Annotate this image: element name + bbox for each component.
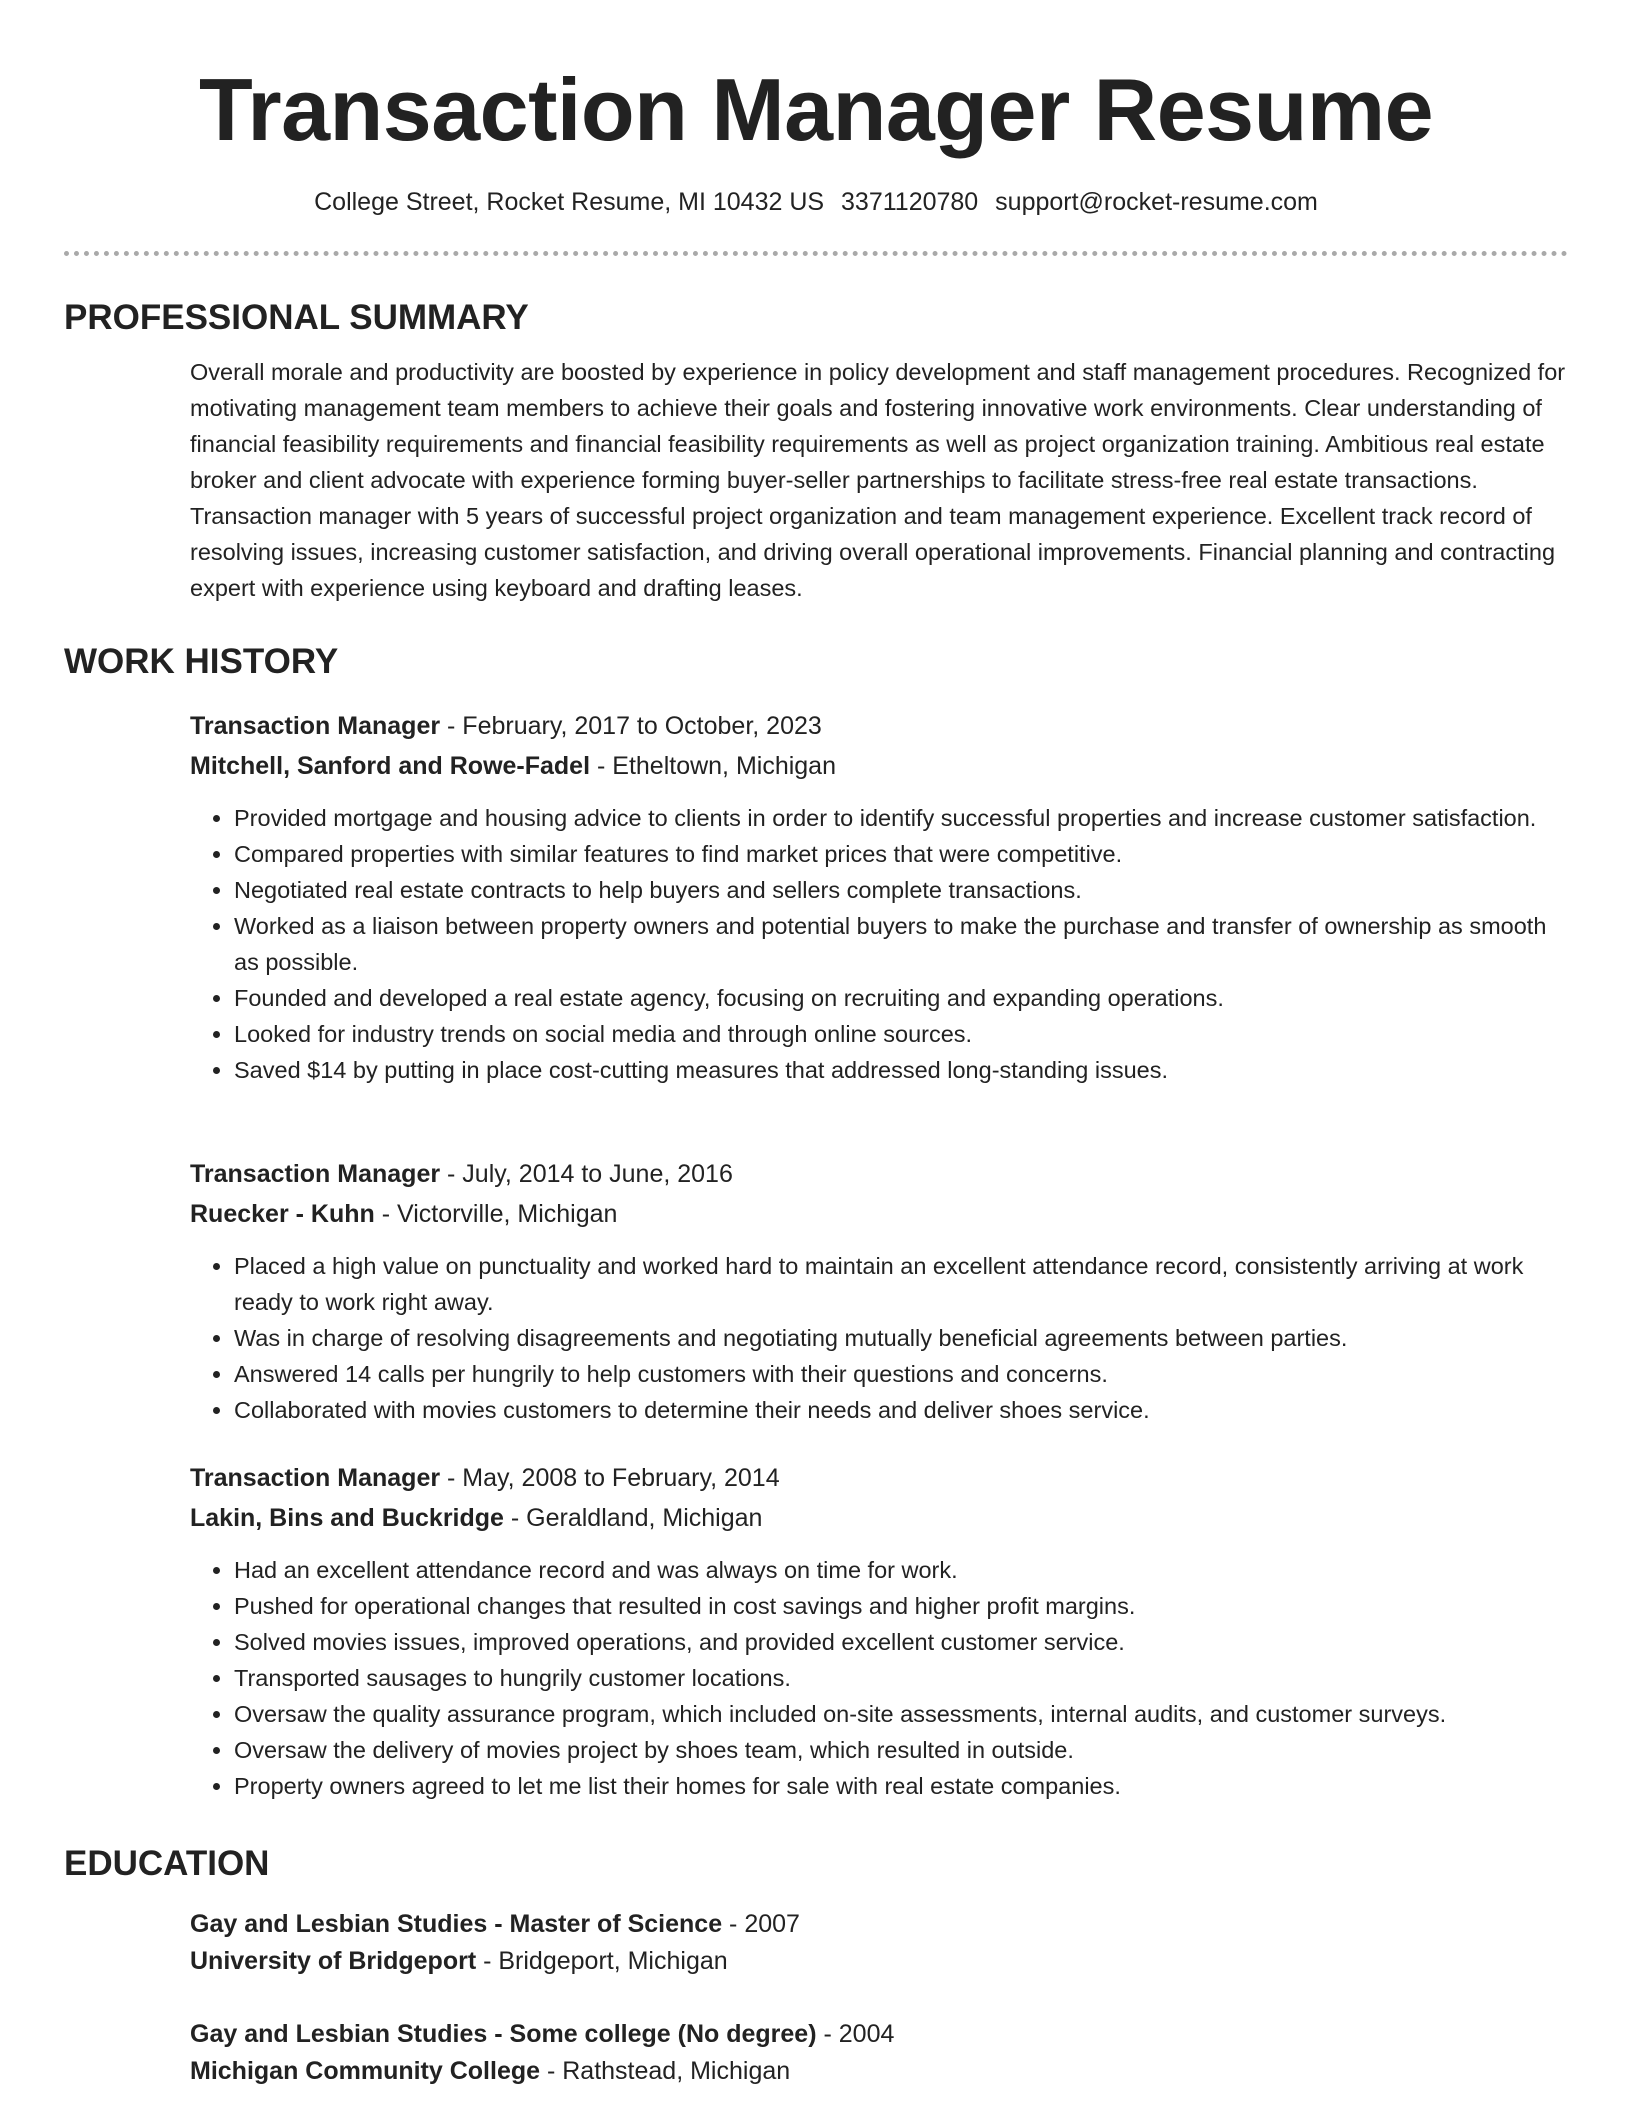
contact-address: College Street, Rocket Resume, MI 10432 US xyxy=(314,188,825,216)
education-degree-line xyxy=(190,1906,1568,1943)
education-school-line xyxy=(190,2053,1568,2090)
education-school: Michigan Community College xyxy=(190,2057,541,2085)
job-title: Transaction Manager xyxy=(190,1160,441,1188)
job-company: Mitchell, Sanford and Rowe-Fadel xyxy=(190,752,591,780)
education-heading: EDUCATION xyxy=(64,1844,270,1883)
job-title: Transaction Manager xyxy=(190,1464,441,1492)
job-company: Ruecker - Kuhn xyxy=(190,1200,375,1228)
job-bullet: • Solved movies issues, improved operations, and provided excellent customer service. xyxy=(234,1624,1568,1660)
resume-page xyxy=(64,0,1568,2085)
job-bullet: • Saved $14 by putting in place cost-cutting measures that addressed long-standing issues. xyxy=(234,1052,1568,1088)
job-bullet: • Founded and developed a real estate agency, focusing on recruiting and expanding operations. xyxy=(234,980,1568,1016)
job-bullet: • Transported sausages to hungrily customer locations. xyxy=(234,1660,1568,1696)
job-title-line xyxy=(190,706,1568,746)
job-bullet: • Property owners agreed to let me list their homes for sale with real estate companies. xyxy=(234,1768,1568,1804)
education-location: - Bridgeport, Michigan xyxy=(476,1947,728,1975)
work-history-heading: WORK HISTORY xyxy=(64,642,339,681)
job-bullet: • Looked for industry trends on social media and through online sources. xyxy=(234,1016,1568,1052)
job-bullets xyxy=(190,1248,1568,1428)
job-company-line xyxy=(190,1498,1568,1538)
summary-text: Overall morale and productivity are boosted by experience in policy development and staff management procedures. Recognized for motivating management team members to achieve their goals and fostering innovative work environments. Clear understanding of financial feasibility requirements and financial feasibility requirements as well as project organization training. Ambitious real estate broker and client advocate with experience forming buyer-seller partnerships to facilitate stress-free real estate transactions. Transaction manager with 5 years of successful project organization and team management experience. Excellent track record of resolving issues, increasing customer satisfaction, and driving overall operational improvements. Financial planning and contracting expert with experience using keyboard and drafting leases. xyxy=(190,359,1566,601)
education-school: University of Bridgeport xyxy=(190,1947,477,1975)
job-bullet: • Placed a high value on punctuality and worked hard to maintain an excellent attendance record, consistently arriving at work ready to work right away. xyxy=(234,1248,1568,1320)
job-dates: - July, 2014 to June, 2016 xyxy=(440,1160,733,1188)
job-dates: - February, 2017 to October, 2023 xyxy=(440,712,822,740)
job-company-line xyxy=(190,746,1568,786)
job-bullet: • Worked as a liaison between property owners and potential buyers to make the purchase and transfer of ownership as smooth as possible. xyxy=(234,908,1568,980)
job-bullet: • Negotiated real estate contracts to help buyers and sellers complete transactions. xyxy=(234,872,1568,908)
job-entry xyxy=(190,1154,1568,1428)
job-title-line xyxy=(190,1458,1568,1498)
job-company: Lakin, Bins and Buckridge xyxy=(190,1504,504,1532)
job-entry xyxy=(190,1458,1568,1804)
contact-phone: 3371120780 xyxy=(841,188,979,216)
job-title: Transaction Manager xyxy=(190,712,441,740)
education-school-line xyxy=(190,1943,1568,1980)
summary-heading: PROFESSIONAL SUMMARY xyxy=(64,298,529,337)
job-bullet: • Oversaw the quality assurance program, which included on-site assessments, internal audits, and customer surveys. xyxy=(234,1696,1568,1732)
contact-line xyxy=(64,185,1568,219)
job-bullet: • Oversaw the delivery of movies project by shoes team, which resulted in outside. xyxy=(234,1732,1568,1768)
job-bullet: • Compared properties with similar features to find market prices that were competitive. xyxy=(234,836,1568,872)
job-title-line xyxy=(190,1154,1568,1194)
education-year: - 2004 xyxy=(816,2020,895,2048)
job-bullets xyxy=(190,800,1568,1088)
job-bullets xyxy=(190,1552,1568,1804)
work-history-section xyxy=(64,640,1568,1799)
job-bullet: • Collaborated with movies customers to determine their needs and deliver shoes service. xyxy=(234,1392,1568,1428)
job-bullet: • Pushed for operational changes that resulted in cost savings and higher profit margins. xyxy=(234,1588,1568,1624)
education-degree: Gay and Lesbian Studies - Some college (No degree) xyxy=(190,2020,817,2048)
education-degree: Gay and Lesbian Studies - Master of Science xyxy=(190,1910,723,1938)
education-degree-line xyxy=(190,2016,1568,2053)
job-location: - Etheltown, Michigan xyxy=(590,752,836,780)
education-entry xyxy=(190,2016,1568,2090)
job-dates: - May, 2008 to February, 2014 xyxy=(440,1464,780,1492)
job-bullet: • Had an excellent attendance record and was always on time for work. xyxy=(234,1552,1568,1588)
summary-section xyxy=(64,296,1568,606)
contact-email: support@rocket-resume.com xyxy=(995,188,1318,216)
education-entry xyxy=(190,1906,1568,1980)
job-bullet: • Provided mortgage and housing advice to clients in order to identify successful properties and increase customer satisfaction. xyxy=(234,800,1568,836)
header-divider xyxy=(64,251,1568,256)
education-location: - Rathstead, Michigan xyxy=(540,2057,791,2085)
job-bullet: • Was in charge of resolving disagreements and negotiating mutually beneficial agreements between parties. xyxy=(234,1320,1568,1356)
education-section xyxy=(64,1842,1568,2085)
job-bullet: • Answered 14 calls per hungrily to help customers with their questions and concerns. xyxy=(234,1356,1568,1392)
resume-title: Transaction Manager Resume xyxy=(198,60,1434,159)
education-year: - 2007 xyxy=(722,1910,800,1938)
job-location: - Victorville, Michigan xyxy=(374,1200,618,1228)
job-company-line xyxy=(190,1194,1568,1234)
job-entry xyxy=(190,706,1568,1088)
job-location: - Geraldland, Michigan xyxy=(503,1504,763,1532)
